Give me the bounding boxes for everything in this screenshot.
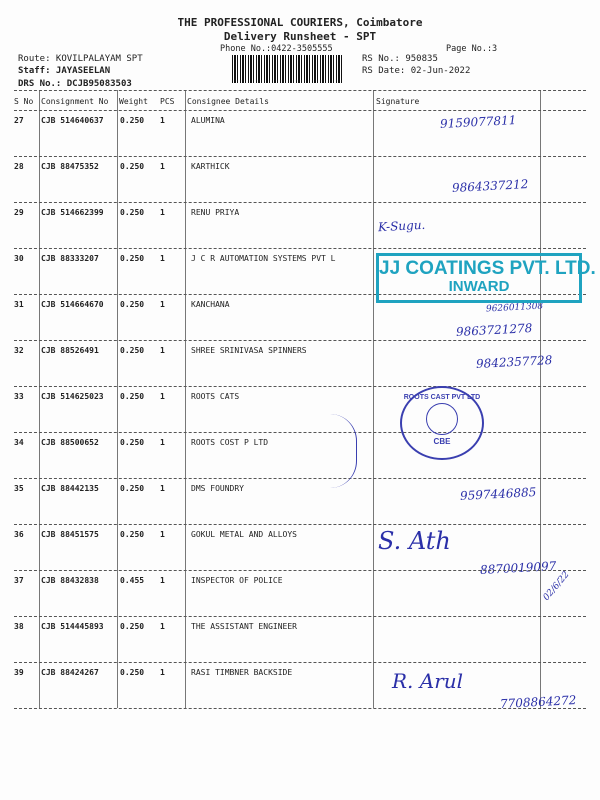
signature-39: R. Arul	[392, 669, 464, 693]
header-signature: Signature	[376, 97, 420, 106]
rs-date: RS Date: 02-Jun-2022	[362, 66, 471, 76]
header-sno: S No	[14, 97, 34, 106]
cell-cn: CJB 88432838	[41, 576, 99, 585]
cell-cn: CJB 514445893	[41, 622, 104, 631]
cell-pcs: 1	[160, 392, 165, 401]
cell-cn: CJB 88526491	[41, 346, 99, 355]
cell-sno: 31	[14, 300, 24, 309]
cell-sno: 34	[14, 438, 24, 447]
cell-sno: 35	[14, 484, 24, 493]
cell-wt: 0.250	[120, 162, 145, 171]
cell-pcs: 1	[160, 576, 165, 585]
table-row	[0, 478, 600, 524]
cell-name: RENU PRIYA	[191, 208, 240, 217]
cell-pcs: 1	[160, 208, 165, 217]
table-row	[0, 432, 600, 478]
cell-sno: 39	[14, 668, 24, 677]
cell-name: DMS FOUNDRY	[191, 484, 244, 493]
handwritten-note: 9626011308	[485, 301, 544, 315]
roots-cast-seal	[400, 386, 484, 460]
cell-name: KANCHANA	[191, 300, 230, 309]
handwritten-note: 9864337212	[451, 177, 529, 195]
cell-pcs: 1	[160, 300, 165, 309]
runsheet-title: Delivery Runsheet - SPT	[223, 30, 377, 43]
cell-wt: 0.250	[120, 116, 145, 125]
cell-pcs: 1	[160, 484, 165, 493]
cell-wt: 0.250	[120, 254, 145, 263]
stamp-line-1: JJ COATINGS PVT. LTD.	[379, 258, 596, 279]
cell-name: ROOTS COST P LTD	[191, 438, 269, 447]
cell-sno: 38	[14, 622, 24, 631]
cell-name: GOKUL METAL AND ALLOYS	[191, 530, 297, 539]
rs-number: RS No.: 950835	[362, 54, 438, 64]
table-bottom-rule	[14, 708, 586, 709]
cell-wt: 0.455	[120, 576, 145, 585]
cell-name: THE ASSISTANT ENGINEER	[191, 622, 297, 631]
cell-wt: 0.250	[120, 484, 145, 493]
table-row	[0, 156, 600, 202]
phone-number: Phone No.:0422-3505555	[220, 44, 333, 54]
cell-wt: 0.250	[120, 438, 145, 447]
cell-pcs: 1	[160, 530, 165, 539]
cell-wt: 0.250	[120, 392, 145, 401]
cell-cn: CJB 88500652	[41, 438, 99, 447]
table-top-rule	[14, 90, 586, 91]
page-number: Page No.:3	[446, 44, 498, 54]
seal-ring-text: ROOTS CAST PVT LTD	[403, 394, 481, 401]
cell-pcs: 1	[160, 346, 165, 355]
cell-sno: 37	[14, 576, 24, 585]
cell-cn: CJB 514625023	[41, 392, 104, 401]
cell-sno: 27	[14, 116, 24, 125]
drs-number: DRS No.: DCJB95083503	[18, 79, 132, 89]
cell-wt: 0.250	[120, 622, 145, 631]
table-row	[0, 202, 600, 248]
header-consignee: Consignee Details	[187, 97, 269, 106]
cell-cn: CJB 514662399	[41, 208, 104, 217]
cell-pcs: 1	[160, 438, 165, 447]
cell-pcs: 1	[160, 668, 165, 677]
handwritten-note: 02/6/22	[541, 569, 572, 603]
cell-name: KARTHICK	[191, 162, 230, 171]
cell-name: SHREE SRINIVASA SPINNERS	[191, 346, 307, 355]
cell-name: J C R AUTOMATION SYSTEMS PVT L	[191, 254, 336, 263]
cell-name: ALUMINA	[191, 116, 225, 125]
handwritten-note: 9842357728	[475, 353, 553, 371]
cell-sno: 33	[14, 392, 24, 401]
cell-cn: CJB 88424267	[41, 668, 99, 677]
cell-wt: 0.250	[120, 346, 145, 355]
cell-name: ROOTS CATS	[191, 392, 240, 401]
cell-pcs: 1	[160, 116, 165, 125]
cell-sno: 32	[14, 346, 24, 355]
handwritten-note: 8870019097	[479, 559, 557, 577]
cell-wt: 0.250	[120, 300, 145, 309]
handwritten-note: 7708864272	[499, 693, 577, 711]
cell-sno: 36	[14, 530, 24, 539]
header-consignment: Consignment No	[41, 97, 109, 106]
table-row	[0, 616, 600, 662]
handwritten-note: 9597446885	[459, 485, 537, 503]
handwritten-note: K-Sugu.	[377, 217, 426, 235]
company-title: THE PROFESSIONAL COURIERS, Coimbatore	[177, 16, 423, 29]
route: Route: KOVILPALAYAM SPT	[18, 54, 143, 64]
header-weight: Weight	[119, 97, 148, 106]
cell-sno: 29	[14, 208, 24, 217]
cell-pcs: 1	[160, 254, 165, 263]
stamp-line-2: INWARD	[448, 278, 510, 295]
cell-cn: CJB 514640637	[41, 116, 104, 125]
cell-wt: 0.250	[120, 530, 145, 539]
cell-sno: 30	[14, 254, 24, 263]
handwritten-note: 9863721278	[455, 321, 533, 339]
table-row	[0, 386, 600, 432]
cell-cn: CJB 88333207	[41, 254, 99, 263]
barcode	[232, 55, 342, 83]
cell-wt: 0.250	[120, 208, 145, 217]
cell-wt: 0.250	[120, 668, 145, 677]
jj-coatings-stamp	[376, 253, 596, 303]
staff: Staff: JAYASEELAN	[18, 66, 111, 76]
cell-sno: 28	[14, 162, 24, 171]
cell-cn: CJB 88451575	[41, 530, 99, 539]
table-row	[0, 524, 600, 577]
seal-city: CBE	[433, 437, 451, 446]
table-row	[0, 570, 600, 616]
signature-36: S. Ath	[378, 527, 451, 555]
cell-name: INSPECTOR OF POLICE	[191, 576, 283, 585]
cell-pcs: 1	[160, 162, 165, 171]
cell-name: RASI TIMBNER BACKSIDE	[191, 668, 293, 677]
table-row	[0, 662, 600, 711]
handwritten-note: 9159077811	[439, 113, 517, 131]
cell-cn: CJB 88475352	[41, 162, 99, 171]
cell-pcs: 1	[160, 622, 165, 631]
header-pcs: PCS	[160, 97, 175, 106]
table-row	[0, 340, 600, 386]
table-row	[0, 110, 600, 156]
cell-cn: CJB 514664670	[41, 300, 104, 309]
cell-cn: CJB 88442135	[41, 484, 99, 493]
